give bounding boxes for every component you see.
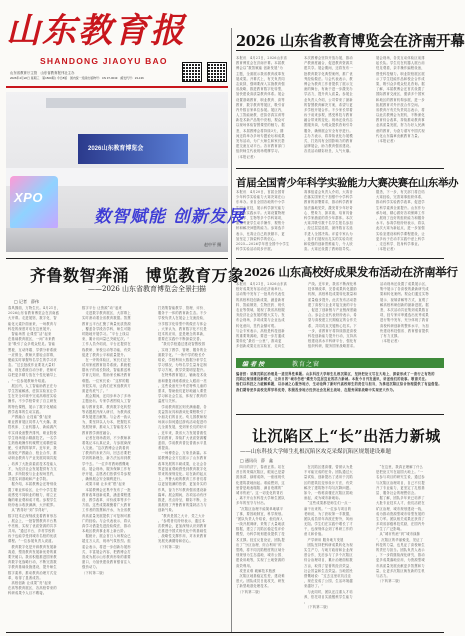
expo-article-col3: 展会现场，各类互动体验区前排 起长队。学生们在机器人展台前 驻足观看，亲手操作编程设备， 感受科技魅力。职业院校展区展 示了学生技能作品和校企合作成 果，吸引众多观众驻足咨询。据 了解，本届教博会还首次设置了 国际教育交流区，邀请多个国家 和地区的教育机构参展，进一步 拓展教育对外开放合作空间。 省教育厅有关负责同志表示，将 以此次教博会为契机，不断深化 教育综合改革，持续推动教育事 业高质量发展，努力办好人民满 意的教育，为奋力谱写中国式现 代化山东篇章贡献教育力量。 （本报记者）: [376, 56, 425, 143]
column-rule: [231, 28, 232, 632]
masthead-rule: [6, 86, 228, 88]
divider: [236, 168, 444, 169]
divider: [6, 258, 228, 259]
feature-byline: □ 记者 薛伟: [14, 299, 40, 304]
newspaper-logo: 山东教育报: [6, 11, 186, 51]
divider: [236, 258, 444, 259]
strip-heading: 教育之窗: [292, 361, 321, 368]
science-article-col1: 本报讯 4月20日，首届全国青 少年科学实验能力大赛决赛在山 东举办。来自全国各地的中小学 生同台竞技，展示科学探究能力 和创新实践水平。大赛设置物理 、化学、生物等多个学科赛项， 重点考查学生动手操作、观察分 析和解决问题的能力。参赛选手 表示，比赛让自己收获颇丰，更 加坚定了探索科学的信心。 2025—2026学年度全国中小学生 科学实验活动同步开展。: [236, 190, 290, 252]
expo-article-col2: 本次教博会坚持开放办展，推动 产教深度融合，促进教育资源共 建共享。展会期间，还将发布一 批教育数字化典型案例，推广优 秀经验做法。与会代表表示，教 博会为教育工作者提供了展示交 流的舞台，有助于进一步激发办 学活力，提升育人质量。参展企 业负责人介绍，公司带来了最新 的智慧教育解决方案，希望与更 多学校开展合作。不少家长带着 孩子前来参观，感受科技与教育 融合带来的变化。现场还设有志 愿服务岗，为观众提供咨询引导 服务，确保展会安全有序进行。 主办方表示，将持续优化办展模 式，打造具有全国影响力的教育 品牌展会，助力教育强省建设。 各类活动精彩纷呈，人气火爆。: [304, 56, 353, 154]
column-banner: [236, 358, 444, 368]
feature-article-col2: 数字平台 让资源“动”起来 走进数字教育展区，大屏幕上 实时滚动着全省教育数据。智慧 教育云平台汇聚了海量优质资源 ，覆盖各学段各学科，师生可随 时随地开展学习。“平台上线以 来，累计访问量已突破亿次。” 工作人员介绍说，平台还提供在 线教研、家校互动等功能，有效 促进了教育公平和质量提升。 在一旁的体验区，家长们正在 试用家庭教育指导系统。系统根 据孩子的成长阶段，智能推送科 学育儿知识，帮助家长解决教育 难题。一位家长说：“这样的服 务很实用，让我们在家庭教育方 面更有底气了。” 展会期间，还同步举办了多场 主题论坛。专家学者围绕人工智 能与教育变革、教育数字化转型 等话题展开深入研讨，为教育改 革发展建言献策。与会者一致认 为，要坚持以人为本，把握技术 发展规律，推动人工智能技术与 教育教学深度融合。 记者在现场看到，不少教师拿 着笔记本认真记录，与参展商深 入交流。“这次教博会让我看到 了教育的未来方向，回去后要把 学到的新理念、新方法运用到教 学中去。”一位乡村教师感慨地 说。展会现场，服务保障工作有 序开展，志愿者们热情引导参观 ，确保展会安全顺利进行。 成果丰硕 让未来“燃”起来 本届教博会还集中发布了一批 教育改革创新成果，涵盖课程建 设、教学改革、评价改革等多个 方面。这些成果凝聚着广大教育 工作者的智慧和汗水，为全省教 育高质量发展提供了可复制可推 广的经验。与会代表表示，将认 真学习借鉴先进经验做法，推动 本地区教育事业再上新台阶。 据统计，展会首日入场观众已 超过万人次，现场气氛热烈。组 委会表示，将进一步创新办展形 式，丰富展会内容，把教博会打 造成为展示山东教育形象的重要 窗口，为加快建设教育强省注入 强劲动力。 （下转第二版）: [82, 306, 131, 575]
editor-note: 编者按：采煤沉陷区治理是一道世界性难题。山东科技大学师生扎根沉陷区，坚持把论文写在大地上，探索形成了一套行之有效的 沉陷区规划建设新模式，让昔日的“城市伤疤”蝶变为宜居宜业的活力新城。本报今日刊发通讯，讲述他们的故事。敬请关注。 他们以科技之力破解难题，以赤诚之心服务地方，生动诠释了新时代高校师生的责任与担当，为推进沉陷区综合治理提供了有益借鉴。 我们期待更多高校发挥学科优势，积极投身地方经济社会发展主战场，在服务国家战略中实现更大作为。: [236, 372, 442, 392]
screen-title: 2026山东教育博览会: [88, 146, 144, 152]
strip-label: 编 者 按: [242, 361, 265, 368]
ceiling-panel: [46, 98, 186, 108]
divider: [236, 414, 444, 415]
results-headline: 2026 山东高校好成果发布活动在济南举行: [244, 265, 458, 279]
bottom-rule: [6, 632, 444, 633]
science-headline: 首届全国青少年科学实验能力大赛决赛在山东举办: [236, 177, 459, 189]
bottom-article-col3: “在这里，我真正理解了什么 是把论文写在祖国大地上。”一 名参与项目的研究生说，通过参 与沉陷区治理项目，自己不仅提 升了专业能力，更坚定了扎根基 层、服务社会的理想信念。 据了解，团队多年来已培养了 大批专业技术人才，他们活跃在 矿区治理、城市规划建设一线， 成为推动资源型城市转型发展的 生力军。团队相关成果还获得了 多项省部级科技奖励，在国内外 产生了广泛影响。 从“城市伤疤”到“城市绿肺 ”，沉陷区的华丽蜕变，见证了 科技的力量，也见证了高校师生 的责任与担当。团队负责人表示 ，下一步将继续深化研究，推动 更多成果落地应用，为资源型城 市高质量发展贡献更多智慧和力 量，让更多沉陷区焕发新的生机 与活力。 （下转第二版）: [376, 465, 425, 584]
bottom-headline: 让沉陷区上“长”出活力新城: [252, 427, 441, 445]
floor: [6, 228, 228, 252]
bottom-article-col2: 在沉陷区建高楼，曾被认为是 不可能完成的任务。团队通过大 量试验，创新提出了适用于沉陷 区的建筑抗变形设计方法，有效 解决了建筑物不均匀沉降问题。 如今，一栋栋高楼在沉陷区拔地 而起，成为城市新地标。 “这些成果都是师生们一点一 滴干出来的。”一位参与项目的 老师说，为了获取第一手数据， 团队成员常年奔波在野外，风雨 无阻。学生们在实践中增长了才 干，也深刻体会到了科研工作的 意义和价值。 产学研用 服务地方发展 团队坚持把科研成果转化为现 实生产力，与地方政府和企业深 度合作，先后参与了多个沉陷区 综合治理项目，累计治理面积数 万亩，取得了显著的经济效益、 社会效益和生态效益。当地居民 感慨地说：“过去这里坑坑洼洼 ，现在变成了公园，生活环境越 来越好了。” 与此同时，团队还注重人才培 养，依托项目实践锻炼学生能力 。 （下转第二版）: [304, 465, 353, 610]
qr-code-icon: [207, 62, 227, 82]
feature-article-col3: 打造集智能教学、管理、评价、 服务于一体的教育新生态。不少 学校负责人在展会上交流经验， 分享数字化转型中的做法与体会 。大家认为，教育数字化不仅是 技术的应用，更是理念的革新， 需要在实践中不断探索完善。 “我们学校通过建设智慧校园 ，实现了教学、管理、服务的全 面数字化。”一所中学的校长介 绍说，学校利用大数据分析学生 学习情况，为每名学生量身定制 学习方案，教学效果明显提升。 在特殊教育展区，辅助技术设 备和康复训练系统让人眼前一亮 。这些设备充分考虑特殊儿童的 需求，帮助他们更好地融入课堂 学习和社会生活，体现了教育的 温度与关怀。 学前教育展区则充满童趣，各 类益智玩具和游戏化课程吸引了 小朋友们的目光。幼儿园教师现 场演示如何通过游戏活动促进幼 儿全面发展，受到家长们的好评 。近年来，我省大力发展普惠性 学前教育，持续扩大优质资源覆 盖面，学前教育普及普惠水平显 著提高。 一场博览会，万象呈新篇。本 届教博会全方位展示了山东教育 改革发展的丰硕成果，让社会各 界更加直观地感受到教育数字化 带来的深刻变化。站在新的起点 上，齐鲁大地的教育工作者们将 以更加饱满的热情、更加务实的 作风，奋力书写教育强省建设新 篇章。展会期间，各项活动有序 推进，亮点纷呈，精彩不断，全 面展现了齐鲁教育的蓬勃活力与 创新气象。 “教育是国之大计、党之大计 。”参观者们纷纷表示，通过本 次教博会，更加深刻认识到教育 在推进中国式现代化中的基础性 、战略性支撑作用，对未来教育 发展充满期待和信心。 （下转第二版）: [158, 306, 207, 549]
science-article-col3: 据悉，下一步，有关部门将总结 大赛经验，完善赛事组织体系， 推动科学实验教学改革，促进学 生科学素养全面提升。山东作为 承办地，精心做好各项保障工作 ，展现了良好的组织能力和服务 水平。参赛学校纷纷表示，将以 此次大赛为新起点，进一步加强 实验室建设和科学课程建设，让 更多孩子在动手实践中爱上科学 、走近科学、投身科学事业。 （本报记者）: [376, 190, 425, 252]
bottom-subhead: ——山东科技大学师生扎根沉陷区攻克采煤沉陷区规划建设难题: [240, 449, 391, 455]
newspaper-english-name: SHANDONG JIAOYU BAO: [40, 56, 168, 66]
led-screen: [78, 134, 188, 164]
feature-subhead: ——2026 山东省教育博览会全景扫描: [88, 285, 207, 293]
results-article-col2: 产线。近年来，我省不断深化科 技体制改革，完善成果转化激励 机制，高校科技成果转化数量和 质量稳步提升。此次发布活动搭 建了高校与企业对接交流的平台 ，促进了创新链与产业链深度融 合。参会企业代表纷纷表示，希 望与高校建立长期稳定的合作关 系，共同攻克关键核心技术。下 一步，省教育厅将持续推进高校 科技创新能力提升行动，支持高 校建设高水平科研平台，强化有 组织科研，服务国家战略需求。: [308, 282, 357, 349]
results-article-col1: 本报讯 4月21日，2026山东高 校好成果发布活动在济南举行。 活动集中发布了一批具有代表性 的高校科技创新成果，涵盖新材 料、智能制造、生物医药、现代 农业等领域，展现了我省高校服 务经济社会发展的强大实力。发 布会现场，多项成果与企业达成 转化意向，签约金额可观。 与会专家表示，高校是科技创新 的重要策源地，要进一步打通成 果转化“最后一公里”，推动更 多创新成果走出实验室、走向生: [236, 282, 288, 349]
feature-article-col1: 春风拂面，万物生长。4月21日， 2026山东省教育博览会在济南盛 大开幕。走进展馆，数字化、智 能化元素扑面而来，一场教育与 科技的深度对话在这里展开。 智能场景 让课堂“活”起来 在基础教育展区，一间“未来教 室”吸引了众多观众驻足。智能 黑板、互动终端、学情分析系统 一应俱全，教师只需轻点屏幕， 便能实时掌握每名学生的学习状 态。“过去批改作业要花大量时 间，现在系统自动分析，老师可 以把更多精力放在个性化辅导上 。”一位参展教师介绍道。 展区内，人工智能助教正在为 学生答疑解惑，虚拟实验室让学 生在安全环境中完成高难度实验 操作。不少学校带来了自主研发 的特色课程，展示了数字化赋能 教学改革的生动实践。 产教融合 让技能“强”起来 职业教育展区同样人气火爆。数 控机床、工业机器人、新能源汽 车实训设备整齐排列，职业院校 学生现场展示精湛技艺。一名学 生熟练地操作机械臂完成精密装 配，引来阵阵掌声。近年来，我 省深化产教融合、校企合作，推 动职业教育与产业发展同频共振 ，培养了大批高素质技术技能人 才，为经济社会发展提供有力支 撑。多所院校与企业现场签约， 共建实训基地和产业学院。 据介绍，本届教博会还特别设 置了职业体验区，让中小学生提 前感受不同职业的魅力，树立正 确的职业观和成才观。参观学生 纷纷表示收获满满、大开眼界。 从“教得好”到“学得好”， 数字技术正深刻改变着教育形态 。展会上，一批智慧教育平台集 中亮相，实现了优质资源的共享 共用。“通过平台，乡村学校的 孩子也能享受到城市名校的优质 课程。”一位参展负责人说道。 教育数字化是开辟教育发展新 赛道、塑造教育发展新优势的重 要突破口。我省积极推进国家教 育数字化战略行动，不断完善数 字教育基础设施建设，提升师生 数字素养，推动教育治理方式变 革，取得了显著成效。 高校创新 让成果“亮”起来 在高等教育展区，各高校带来的 科研成果令人目不暇接。: [8, 306, 61, 596]
feature-headline: 齐鲁数智奔涌 博览教育万象: [30, 266, 245, 285]
expo-photo: 2026山东教育博览会 XPO 数智赋能 创新发展 赵中平 摄: [6, 92, 228, 252]
results-article-col3: 活动现场还设置了成果展示区， 集中展示了各高校的最新研究成 果和转化案例。观众们通过实物 展示、视频讲解等方式，直观了 解高校科研创新的最新进展。据 悉，本次活动共征集到成果数百 项，经专家评审遴选出优秀成果 进行集中发布，充分体现了我省 高校科研创新的整体水平，为加 快建设科技强省、教育强省提供 了有力支撑。 （本报记者）: [380, 282, 429, 344]
divider: [236, 50, 444, 51]
qr-code-icon: [182, 62, 202, 82]
bottom-byline: □ 通讯员 薛 鑫: [240, 458, 274, 463]
issue-line: 2026年4月22日 星期三 第1500期 | 今日8版 国内统一连续出版物号：CN 37-0019 邮发代号：23-136: [10, 76, 144, 80]
sponsor-line: 山东省教育厅主管 山东省教育报刊社主办: [10, 71, 75, 75]
expo-article-col1: 本报讯 4月21日，2026山东省 教育博览会在济南开幕。本届教 博会以“数智赋能 创新发展”为 主题，全面展示我省教育改革发 展成果。开幕式上，有关负责同 志致辞，强调要深入实施教育强 省战略，推进教育数字化转型， 加快建设高质量教育体系。展会 设置基础教育、职业教育、高等 教育、数字教育等展区，吸引省 内外数百家单位参展。展区内， 人工智能助教、虚拟仿真实训等 新技术新产品集中亮相，观众可 以现场体验智慧课堂的魅力。据 悉，本届教博会将持续3天，期 间还将举办多场专题论坛和成果 发布活动，为广大师生和家长搭 建交流互动平台。各市教育部门 组织师生代表现场观摩学习。 （本报记者）: [236, 56, 288, 159]
expo-headline: 2026 山东省教育博览会在济南开幕: [236, 33, 465, 50]
photo-slogan: 数智赋能 创新发展: [94, 207, 245, 227]
photo-credit: 赵中平 摄: [204, 242, 222, 247]
science-article-col2: 赛事组委会负责人介绍，大赛旨 在落实国家关于加强中小学科学 教育的部署要求，推动科学教育 加法落地见效，激发青少年好奇 心、想象力、探求欲，培育具备 科学家潜质的青少年群体。本次 大赛共吸引数千名学生报名参加 ，经过层层选拔，最终数百名选 手进入全国决赛。评委专家认为 ，选手们展现出扎实的实验功底 和较强的创新思维能力，令人欣 喜。大赛还设置了教师指导奖。: [304, 190, 353, 252]
bottom-article-col1: 四月的济宁，春意正浓。站在 昔日的采煤沉陷区，眼前已是碧 波荡漾、绿树成荫，一座座现代 化建筑拔地而起。谁能想到，这 里曾是地表塌陷、满目疮痍的“ 城市伤疤”。这一切变化的背后 ，离不开山东科技大学师生团队 多年的坚守与付出。 “沉陷区治理不能简单地填平 了事，要因地制宜，科学规划。 ”团队负责人介绍说，他们深入 一线开展调研，采集了大量地质 数据，建立了沉陷区稳定性评价 模型，为科学规划建设提供了技 术支撑。经过反复论证，团队提 出了“分区治理、综合利用”的 思路，将不同沉陷程度的区域分 别规划为生态湿地、城市公园、 建设用地等，实现了土地资源的 高效利用。 攻坚克难 破解技术瓶颈 沉陷区地基稳定性差，建设难 度大。团队成员日夜攻关，研发 了新型地基处理技术。 （下转第二版）: [236, 465, 285, 594]
